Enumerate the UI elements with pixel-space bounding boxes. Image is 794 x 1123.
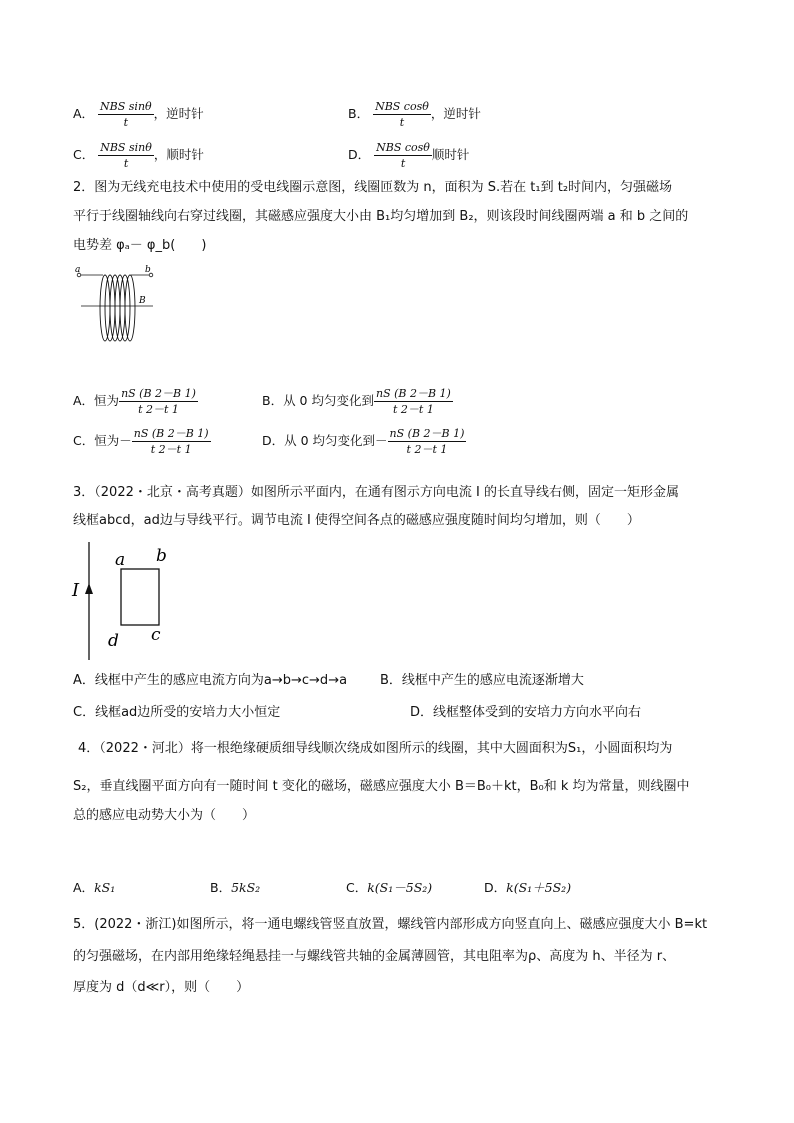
q5-stem-line-2: 的匀强磁场，在内部用绝缘轻绳悬挂一与螺线管共轴的金属薄圆管，其电阻率为ρ、高度为 h、半径为 r、: [73, 949, 676, 964]
option-expression: k(S₁＋5S₂): [506, 880, 572, 895]
fraction: [119, 387, 198, 416]
fraction-numerator: NBS cosθ: [375, 100, 429, 113]
fraction-numerator: NBS sinθ: [100, 100, 152, 113]
fraction-numerator: nS (B 2－B 1): [375, 387, 451, 400]
fraction: [98, 141, 154, 170]
option-suffix: ，逆时针: [430, 106, 481, 121]
fraction: [373, 100, 431, 129]
q1-option-d: [348, 141, 469, 170]
label-a: a: [115, 550, 126, 570]
q1-option-c: [73, 141, 204, 170]
q4-stem-line-2: S₂，垂直线圈平面方向有一随时间 t 变化的磁场，磁感应强度大小 B＝B₀＋kt，B₀和 k 均为常量，则线圈中: [73, 779, 690, 794]
q3-option-c: C．线框ad边所受的安培力大小恒定: [73, 705, 281, 720]
fraction: [388, 427, 467, 456]
fraction-denominator: t: [400, 157, 406, 170]
q5-stem-line-3: 厚度为 d（d≪r），则（ ）: [73, 980, 250, 995]
q4-option-d: [484, 878, 571, 896]
fraction: [132, 427, 211, 456]
option-suffix: ，逆时针: [153, 106, 204, 121]
q3-stem-line-1: 3．（2022・北京・高考真题）如图所示平面内，在通有图示方向电流 I 的长直导线右侧，固定一矩形金属: [73, 485, 679, 500]
fraction-denominator: t: [123, 157, 129, 170]
fraction-numerator: nS (B 2－B 1): [133, 427, 209, 440]
option-suffix: 顺时针: [431, 147, 470, 162]
fraction: [374, 387, 453, 416]
option-letter: C．: [346, 880, 368, 895]
label-b: b: [145, 265, 151, 275]
fraction-denominator: t 2－t 1: [392, 403, 434, 416]
q4-option-b: [210, 878, 260, 896]
label-field: B: [139, 296, 146, 306]
fraction-numerator: nS (B 2－B 1): [389, 427, 465, 440]
q3-option-d: D．线框整体受到的安培力方向水平向右: [410, 705, 642, 720]
q4-option-c: [346, 878, 432, 896]
q2-option-c: [73, 427, 211, 456]
fraction: [98, 100, 154, 129]
option-letter: D．: [348, 147, 371, 162]
option-letter: D．: [484, 880, 507, 895]
q2-stem-line-1: 2．图为无线充电技术中使用的受电线圈示意图，线圈匝数为 n，面积为 S.若在 t₁到 t₂时间内，匀强磁场: [73, 180, 673, 195]
q4-option-a: [73, 878, 115, 896]
option-prefix: B．从 0 均匀变化到: [262, 393, 374, 408]
q4-stem-line-3: 总的感应电动势大小为（ ）: [73, 808, 256, 823]
q2-coil-figure: [73, 262, 163, 352]
option-prefix: D．从 0 均匀变化到－: [262, 433, 388, 448]
q2-stem-line-3: 电势差 φₐ－ φ_b( ): [73, 238, 207, 253]
q3-option-a: A．线框中产生的感应电流方向为a→b→c→d→a: [73, 673, 348, 688]
q4-stem-line-1: 4．（2022・河北）将一根绝缘硬质细导线顺次绕成如图所示的线圈，其中大圆面积为S₁，小圆面积均为: [78, 741, 673, 756]
fraction-numerator: NBS cosθ: [376, 141, 430, 154]
option-letter: A．: [73, 880, 95, 895]
q2-option-d: [262, 427, 466, 456]
fraction: [374, 141, 432, 170]
label-b: b: [156, 546, 167, 566]
q1-option-b: [348, 100, 481, 129]
label-current: I: [72, 580, 80, 601]
q2-stem-line-2: 平行于线圈轴线向右穿过线圈，其磁感应强度大小由 B₁均匀增加到 B₂，则该段时间线圈两端 a 和 b 之间的: [73, 209, 689, 224]
option-prefix: A．恒为: [73, 393, 120, 408]
option-expression: kS₁: [94, 880, 116, 895]
fraction-denominator: t 2－t 1: [138, 403, 179, 416]
option-letter: C．: [73, 147, 95, 162]
q2-option-a: [73, 387, 198, 416]
fraction-denominator: t 2－t 1: [150, 443, 192, 456]
rectangular-loop: [121, 569, 159, 625]
q1-option-a: [73, 100, 204, 129]
label-a: a: [75, 265, 81, 275]
option-letter: A．: [73, 106, 95, 121]
coil-turns: [100, 275, 135, 341]
label-c: c: [151, 625, 161, 645]
fraction-denominator: t: [399, 116, 405, 129]
current-arrow-icon: [85, 583, 93, 594]
option-letter: B．: [348, 106, 370, 121]
option-expression: 5kS₂: [231, 880, 261, 895]
option-prefix: C．恒为－: [73, 433, 132, 448]
fraction-denominator: t 2－t 1: [406, 443, 448, 456]
q3-option-b: B．线框中产生的感应电流逐渐增大: [380, 673, 584, 688]
fraction-numerator: nS (B 2－B 1): [121, 387, 196, 400]
q3-stem-line-2: 线框abcd，ad边与导线平行。调节电流 I 使得空间各点的磁感应强度随时间均匀增加，则（ ）: [73, 513, 640, 528]
q2-option-b: [262, 387, 453, 416]
fraction-numerator: NBS sinθ: [100, 141, 152, 154]
fraction-denominator: t: [123, 116, 129, 129]
option-suffix: ，顺时针: [153, 147, 204, 162]
option-letter: B．: [210, 880, 232, 895]
q3-wire-loop-figure: [70, 538, 180, 660]
label-d: d: [108, 631, 119, 651]
q5-stem-line-1: 5．(2022・浙江)如图所示，将一通电螺线管竖直放置，螺线管内部形成方向竖直向上、磁感应强度大小 B=kt: [73, 917, 708, 932]
option-expression: k(S₁－5S₂): [367, 880, 433, 895]
